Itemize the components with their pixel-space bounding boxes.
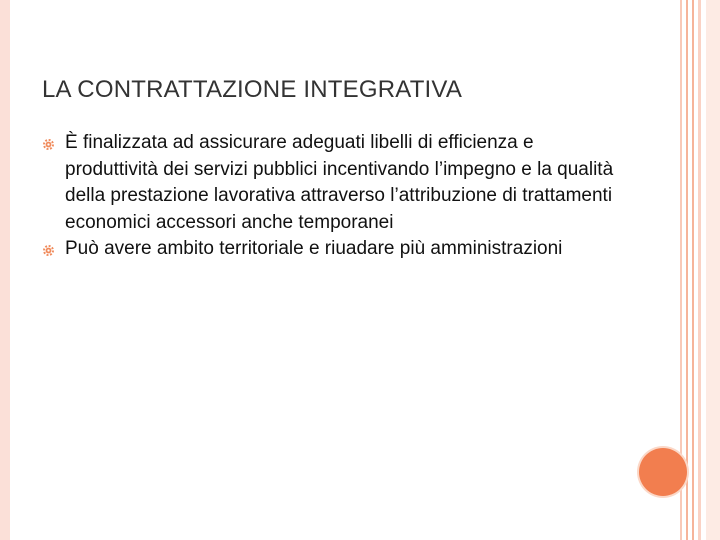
right-stripe-decoration — [680, 0, 720, 540]
orange-circle-decoration — [639, 448, 687, 496]
gear-bullet-icon — [42, 138, 55, 151]
gear-bullet-icon — [42, 244, 55, 257]
left-border-decoration — [0, 0, 10, 540]
bullet-item — [42, 130, 622, 236]
bullet-text: Può avere ambito territoriale e riuadare più amministrazioni — [65, 238, 563, 259]
bullet-item — [42, 236, 622, 263]
slide-title: LA CONTRATTAZIONE INTEGRATIVA — [42, 76, 463, 103]
bullet-text: È finalizzata ad assicurare adeguati libelli di efficienza e produttività dei servizi pubblici incentivando l’impegno e la qualità della prestazione lavorativa attraverso l’attribuzione di trattamenti economici accessori anche temporanei — [65, 132, 614, 233]
bullet-list — [42, 130, 622, 263]
